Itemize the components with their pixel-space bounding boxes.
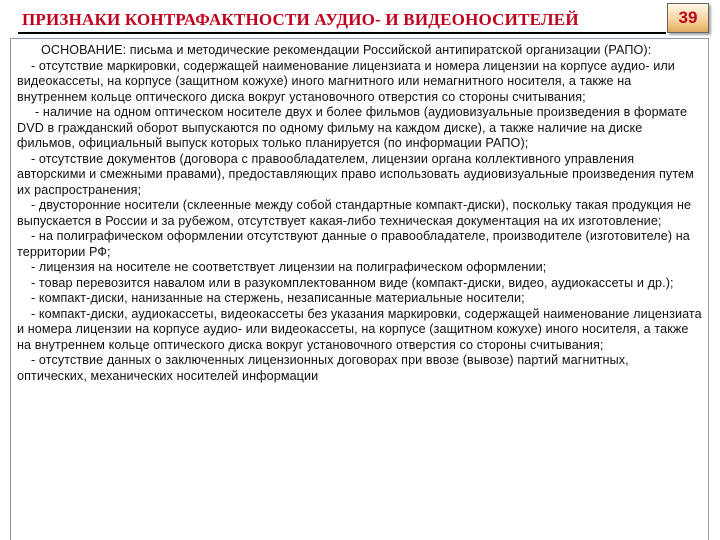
list-item: - отсутствие документов (договора с правообладателем, лицензии органа коллективного управления авторскими и смежными правами), предоставляющих право использовать аудиовизуальные произведения путем их распространения; xyxy=(17,151,694,197)
content-frame xyxy=(10,38,709,540)
list-item: - двусторонние носители (склеенные между собой стандартные компакт-диски), поскольку такая продукция не выпускается в России и за рубежом, отсутствует какая-либо техническая документация на их изготовление; xyxy=(17,198,692,228)
list-item: - товар перевозится навалом или в разукомплектованном виде (компакт-диски, видео, аудиокассеты и др.); xyxy=(31,275,674,290)
page-number-badge xyxy=(667,3,709,33)
list-item: - лицензия на носителе не соответствует лицензии на полиграфическом оформлении; xyxy=(31,260,547,274)
list-item: - отсутствие маркировки, содержащей наименование лицензиата и номера лицензии на корпусе аудио- или видеокассеты, на корпусе (защитном кожухе) иного магнитного или немагнитного носителя, а также на внутреннем кольце оптического диска вокруг установочного отверстия со стороны считывания; xyxy=(17,58,675,104)
list-item: - отсутствие данных о заключенных лицензионных договорах при ввозе (вывозе) партий магнитных, оптических, механических носителей информации xyxy=(17,353,629,383)
list-item: - компакт-диски, аудиокассеты, видеокассеты без указания маркировки, содержащей наименование лицензиата и номера лицензии на корпусе аудио- или видеокассеты, на корпусе (защитном кожухе) иного носителя, а также на внутреннем кольце оптического диска вокруг установочного отверстия со стороны считывания; xyxy=(17,306,702,352)
title-underline xyxy=(18,32,666,34)
basis-paragraph: ОСНОВАНИЕ: письма и методические рекомендации Российской антипиратской организации (РАПО): xyxy=(41,43,652,57)
list-item: - наличие на одном оптическом носителе двух и более фильмов (аудиовизуальные произведения в формате DVD в гражданский оборот выпускаются по одному фильму на каждом диске), а также наличие на диске фильмов, официальный выпуск которых только планируется (по информации РАПО); xyxy=(17,105,688,150)
page-number: 39 xyxy=(678,8,698,27)
content-text xyxy=(11,39,708,384)
list-item: - компакт-диски, нанизанные на стержень, незаписанные материальные носители; xyxy=(31,291,525,305)
slide-title: ПРИЗНАКИ КОНТРАФАКТНОСТИ АУДИО- И ВИДЕОНОСИТЕЛЕЙ xyxy=(22,10,579,29)
list-item: - на полиграфическом оформлении отсутствуют данные о правообладателе, производителе (изготовителе) на территории РФ; xyxy=(17,229,690,259)
